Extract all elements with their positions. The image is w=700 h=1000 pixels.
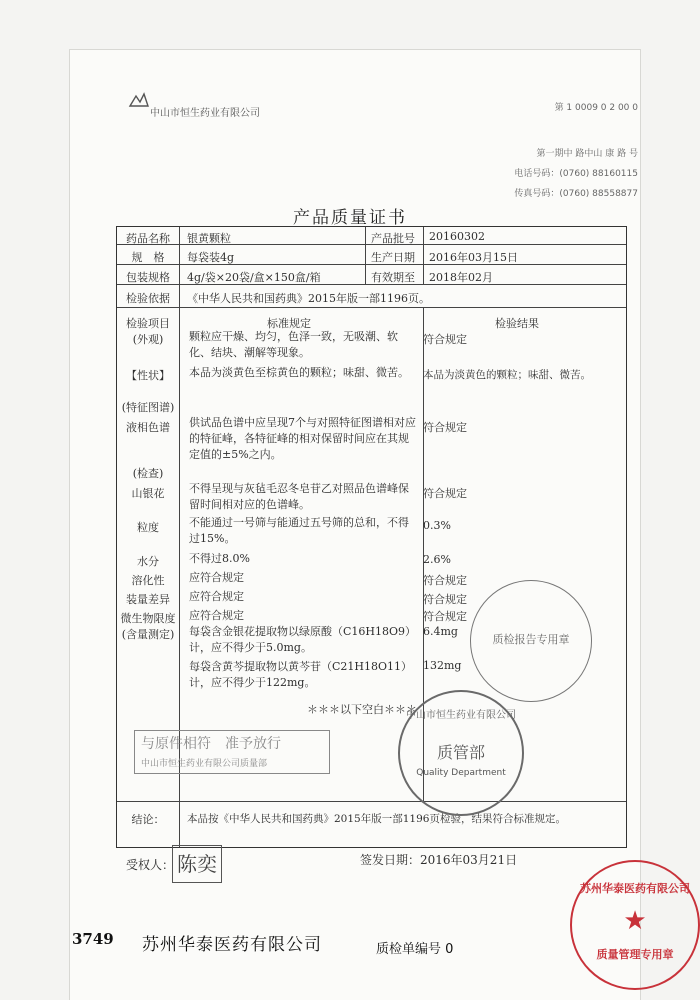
page-title: 产品质量证书 [293, 208, 407, 228]
row-item: 粒度 [137, 521, 159, 534]
header-ref: 第 1 0009 0 2 00 0 [554, 103, 638, 113]
row-result: 132mg [423, 659, 462, 672]
row-result: 符合规定 [423, 487, 467, 500]
row-item: (含量测定) [121, 628, 175, 641]
red-seal-inner: 质量管理专用章 [596, 948, 674, 961]
row-result: 本品为淡黄色的颗粒；味甜、微苦。 [423, 369, 591, 381]
sign-date: 签发日期：2016年03月21日 [360, 853, 518, 867]
header-phone: 电话号码：(0760) 88160115 [514, 169, 638, 179]
row-result: 0.3% [423, 519, 451, 532]
header-address: 第一期中 路中山 康 路 号 [536, 149, 638, 159]
basis-value: 《中华人民共和国药典》2015年版一部1196页。 [187, 292, 430, 305]
inspection-seal [470, 580, 592, 702]
qc-seal-ring: 中山市恒生药业有限公司 [406, 710, 516, 721]
row-result: 符合规定 [423, 610, 467, 623]
row-item: 山银花 [131, 487, 165, 500]
col-standard-header: 标准规定 [267, 317, 311, 330]
header-company: 中山市恒生药业有限公司 [150, 108, 260, 119]
bottom-company: 苏州华泰医药有限公司 [142, 935, 322, 955]
release-stamp-line1: 与原件相符 准予放行 [141, 736, 281, 752]
row-standard: 颗粒应干燥、均匀，色泽一致，无吸潮、软化、结块、潮解等现象。 [189, 330, 398, 359]
row-standard: 不能通过一号筛与能通过五号筛的总和，不得过15%。 [189, 516, 409, 545]
mfg-date-label: 生产日期 [371, 251, 415, 264]
release-stamp-line2: 中山市恒生药业有限公司质量部 [141, 759, 268, 769]
row-item: 【性状】 [126, 369, 170, 382]
qc-seal-en: Quality Department [416, 768, 506, 778]
row-standard: 不得呈现与灰毡毛忍冬皂苷乙对照品色谱峰保留时间相对应的色谱峰。 [189, 482, 409, 511]
col-item-header: 检验项目 [126, 317, 170, 330]
row-result: 6.4mg [423, 625, 458, 638]
row-item: 装量差异 [126, 593, 170, 606]
product-name: 银黄颗粒 [187, 232, 231, 245]
row-standard: 本品为淡黄色至棕黄色的颗粒；味甜、微苦。 [189, 366, 409, 379]
star-icon: ★ [623, 906, 647, 936]
row-standard: 应符合规定 [189, 609, 244, 622]
expiry-label: 有效期至 [371, 271, 415, 284]
release-stamp [134, 730, 330, 774]
row-result: 符合规定 [423, 333, 467, 346]
row-result: 符合规定 [423, 574, 467, 587]
batch-number: 20160302 [429, 230, 485, 243]
signature: 陈奕 [172, 845, 222, 883]
document-code: 3749 [72, 930, 114, 948]
conclusion-text: 本品按《中华人民共和国药典》2015年版一部1196页检验，结果符合标准规定。 [187, 813, 566, 825]
row-standard: 应符合规定 [189, 571, 244, 584]
row-result: 符合规定 [423, 593, 467, 606]
spec-label: 规 格 [131, 251, 165, 264]
company-logo-icon [128, 92, 150, 114]
row-standard: 每袋含金银花提取物以绿原酸（C16H18O9）计，应不得少于5.0mg。 [189, 625, 417, 654]
product-name-label: 药品名称 [126, 232, 170, 245]
row-item: (检查) [132, 467, 164, 480]
header-fax: 传真号码：(0760) 88558877 [514, 189, 638, 199]
authorized-label: 受权人： [126, 858, 175, 872]
row-item: (外观) [132, 333, 164, 346]
row-item: (特征图谱) [121, 401, 175, 414]
row-standard: 应符合规定 [189, 590, 244, 603]
red-seal-ring: 苏州华泰医药有限公司 [580, 882, 690, 895]
mfg-date: 2016年03月15日 [429, 251, 518, 264]
pack-label: 包装规格 [126, 271, 170, 284]
batch-label: 产品批号 [371, 232, 415, 245]
qc-department-seal [398, 690, 524, 816]
row-result: 符合规定 [423, 421, 467, 434]
red-company-seal [570, 860, 700, 990]
row-item: 水分 [137, 555, 159, 568]
inspection-seal-text: 质检报告专用章 [492, 633, 570, 646]
row-item: 微生物限度 [120, 612, 176, 625]
row-item: 液相色谱 [126, 421, 170, 434]
row-standard: 不得过8.0% [189, 552, 250, 565]
row-item: 溶化性 [131, 574, 165, 587]
qc-number: 质检单编号 0 [376, 942, 454, 957]
spec-value: 每袋装4g [187, 251, 235, 264]
qc-seal-text: 质管部 [436, 743, 485, 762]
basis-label: 检验依据 [126, 292, 170, 305]
pack-value: 4g/袋×20袋/盒×150盒/箱 [187, 271, 321, 284]
col-result-header: 检验结果 [495, 317, 539, 330]
expiry-date: 2018年02月 [429, 271, 493, 284]
end-note: ＊＊＊以下空白＊＊＊ [307, 703, 417, 716]
row-standard: 供试品色谱中应呈现7个与对照特征图谱相对应的特征峰，各特征峰的相对保留时间应在其规定值的±5%之内。 [189, 416, 416, 461]
row-standard: 每袋含黄芩提取物以黄芩苷（C21H18O11）计，应不得少于122mg。 [189, 660, 413, 689]
row-result: 2.6% [423, 553, 451, 566]
conclusion-label: 结论： [131, 813, 165, 826]
